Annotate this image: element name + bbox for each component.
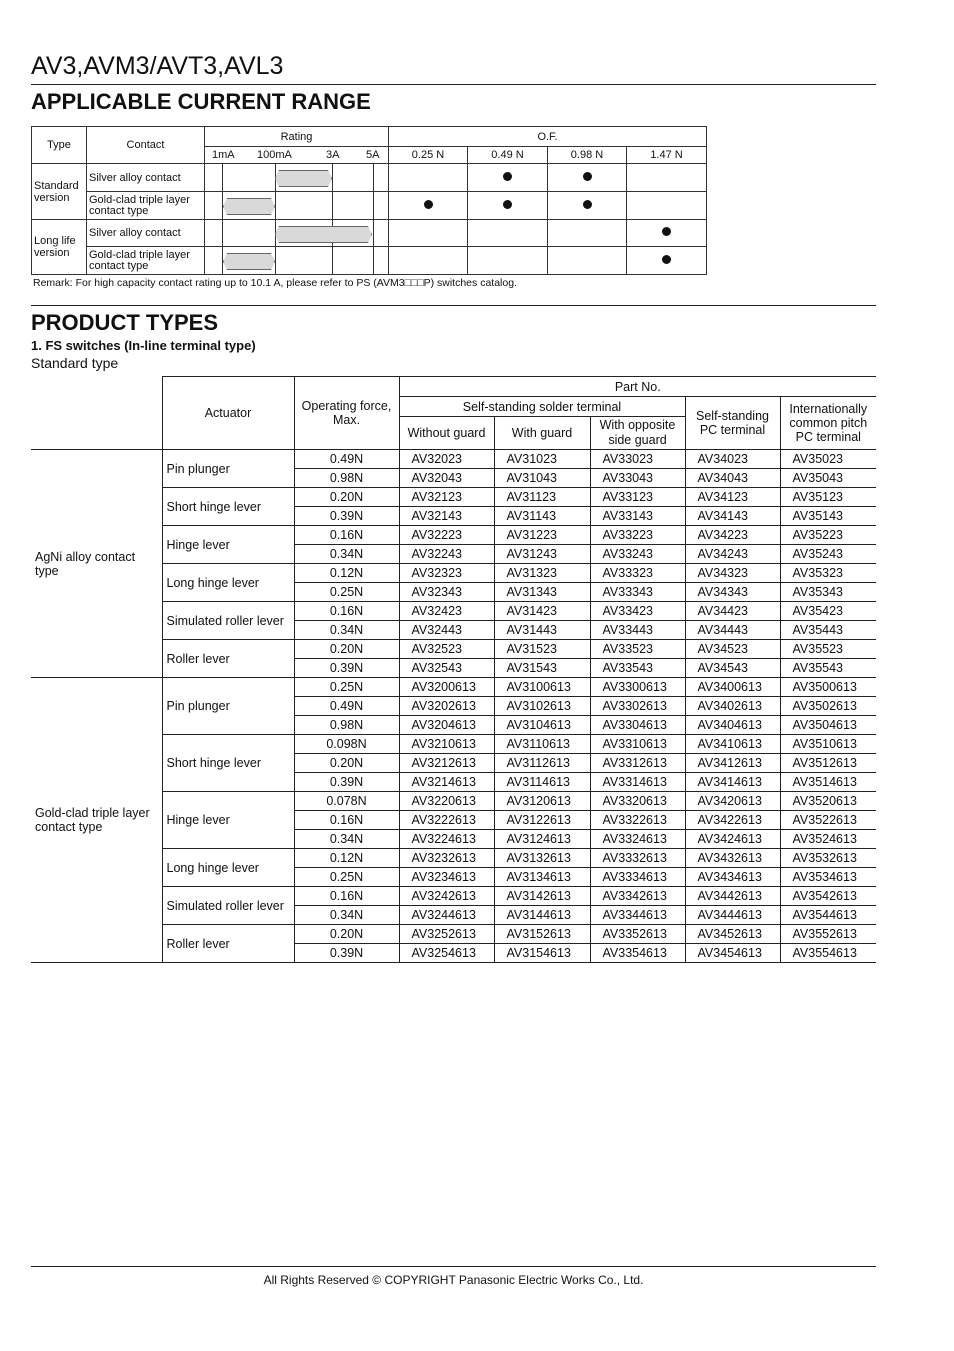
part-number: AV3444613 <box>685 906 780 925</box>
part-number: AV3422613 <box>685 811 780 830</box>
header-blank <box>31 377 162 450</box>
part-number: AV3120613 <box>494 792 590 811</box>
rating-bar <box>223 198 275 215</box>
part-number: AV31143 <box>494 507 590 526</box>
rating-ticks <box>205 147 389 164</box>
part-number: AV31023 <box>494 450 590 469</box>
part-number: AV3354613 <box>590 944 685 963</box>
part-number: AV31543 <box>494 659 590 678</box>
dot-icon <box>583 172 592 181</box>
part-number: AV33243 <box>590 545 685 564</box>
rating-range <box>205 247 389 275</box>
part-number: AV3502613 <box>780 697 876 716</box>
part-number: AV3412613 <box>685 754 780 773</box>
actuator-label: Roller lever <box>162 640 294 678</box>
part-number: AV3244613 <box>399 906 494 925</box>
operating-force: 0.39N <box>294 659 399 678</box>
part-number: AV3542613 <box>780 887 876 906</box>
part-number: AV31123 <box>494 488 590 507</box>
contact-label: Silver alloy contact <box>87 220 205 247</box>
tick-label: 5A <box>366 149 380 161</box>
of-cell <box>389 247 468 275</box>
of-cell <box>548 164 627 192</box>
col-header-actuator: Actuator <box>162 377 294 450</box>
table-row <box>31 450 876 469</box>
col-header-partno: Part No. <box>399 377 876 397</box>
part-number: AV3322613 <box>590 811 685 830</box>
operating-force: 0.16N <box>294 811 399 830</box>
part-number: AV3532613 <box>780 849 876 868</box>
part-number: AV34123 <box>685 488 780 507</box>
part-number: AV33323 <box>590 564 685 583</box>
actuator-label: Short hinge lever <box>162 488 294 526</box>
part-number: AV3214613 <box>399 773 494 792</box>
part-number: AV3152613 <box>494 925 590 944</box>
part-number: AV3212613 <box>399 754 494 773</box>
part-number: AV3432613 <box>685 849 780 868</box>
part-number: AV34243 <box>685 545 780 564</box>
rating-bar <box>275 170 332 187</box>
part-number: AV34423 <box>685 602 780 621</box>
operating-force: 0.34N <box>294 830 399 849</box>
operating-force: 0.20N <box>294 488 399 507</box>
part-number: AV3324613 <box>590 830 685 849</box>
part-number: AV32543 <box>399 659 494 678</box>
part-number: AV3514613 <box>780 773 876 792</box>
part-number: AV34223 <box>685 526 780 545</box>
subheading-standard-type: Standard type <box>31 355 119 371</box>
operating-force: 0.49N <box>294 450 399 469</box>
operating-force: 0.49N <box>294 697 399 716</box>
part-number: AV32343 <box>399 583 494 602</box>
part-number: AV34443 <box>685 621 780 640</box>
part-number: AV3100613 <box>494 678 590 697</box>
operating-force: 0.25N <box>294 868 399 887</box>
part-number: AV3200613 <box>399 678 494 697</box>
col-header-type: Type <box>32 127 87 164</box>
part-number: AV33023 <box>590 450 685 469</box>
part-number: AV32043 <box>399 469 494 488</box>
part-number: AV3554613 <box>780 944 876 963</box>
rating-range <box>205 164 389 192</box>
part-number: AV33123 <box>590 488 685 507</box>
section-heading-current-range: APPLICABLE CURRENT RANGE <box>31 89 371 114</box>
part-number: AV3204613 <box>399 716 494 735</box>
of-value: 0.49 N <box>468 147 548 164</box>
section-heading-product-types: PRODUCT TYPES <box>31 310 219 335</box>
dot-icon <box>662 227 671 236</box>
of-cell <box>389 164 468 192</box>
part-number: AV3524613 <box>780 830 876 849</box>
part-number: AV31423 <box>494 602 590 621</box>
of-cell <box>389 220 468 247</box>
part-number: AV3254613 <box>399 944 494 963</box>
part-number: AV3302613 <box>590 697 685 716</box>
part-number: AV3134613 <box>494 868 590 887</box>
operating-force: 0.20N <box>294 925 399 944</box>
part-number: AV3220613 <box>399 792 494 811</box>
part-number: AV32423 <box>399 602 494 621</box>
part-number: AV34143 <box>685 507 780 526</box>
operating-force: 0.16N <box>294 526 399 545</box>
col-header-force: Operating force, Max. <box>294 377 399 450</box>
operating-force: 0.98N <box>294 716 399 735</box>
of-cell <box>468 220 548 247</box>
of-cell <box>548 220 627 247</box>
contact-label: Gold-clad triple layer contact type <box>87 192 205 220</box>
part-number: AV3404613 <box>685 716 780 735</box>
operating-force: 0.12N <box>294 849 399 868</box>
actuator-label: Roller lever <box>162 925 294 963</box>
col-header-solder: Self-standing solder terminal <box>399 397 685 417</box>
part-number: AV3400613 <box>685 678 780 697</box>
part-number: AV3442613 <box>685 887 780 906</box>
part-number: AV35323 <box>780 564 876 583</box>
operating-force: 0.12N <box>294 564 399 583</box>
part-number: AV3434613 <box>685 868 780 887</box>
of-cell <box>468 192 548 220</box>
part-number: AV33543 <box>590 659 685 678</box>
part-number: AV3544613 <box>780 906 876 925</box>
part-number: AV35343 <box>780 583 876 602</box>
dot-icon <box>503 172 512 181</box>
actuator-label: Pin plunger <box>162 450 294 488</box>
contact-label: Silver alloy contact <box>87 164 205 192</box>
of-cell <box>548 192 627 220</box>
part-number: AV31223 <box>494 526 590 545</box>
actuator-label: Long hinge lever <box>162 849 294 887</box>
part-number: AV3234613 <box>399 868 494 887</box>
operating-force: 0.16N <box>294 887 399 906</box>
part-number: AV3320613 <box>590 792 685 811</box>
part-number: AV3522613 <box>780 811 876 830</box>
dot-icon <box>583 200 592 209</box>
operating-force: 0.39N <box>294 773 399 792</box>
part-number: AV34323 <box>685 564 780 583</box>
of-value: 1.47 N <box>627 147 707 164</box>
part-number: AV3312613 <box>590 754 685 773</box>
part-number: AV33423 <box>590 602 685 621</box>
part-number: AV3510613 <box>780 735 876 754</box>
part-number: AV35523 <box>780 640 876 659</box>
dot-icon <box>503 200 512 209</box>
part-number: AV31323 <box>494 564 590 583</box>
part-number: AV35143 <box>780 507 876 526</box>
part-number: AV3222613 <box>399 811 494 830</box>
part-number: AV3344613 <box>590 906 685 925</box>
part-number: AV3110613 <box>494 735 590 754</box>
part-number: AV33523 <box>590 640 685 659</box>
actuator-label: Simulated roller lever <box>162 602 294 640</box>
part-number: AV3142613 <box>494 887 590 906</box>
of-cell <box>627 164 707 192</box>
part-number: AV31243 <box>494 545 590 564</box>
footer-copyright: All Rights Reserved © COPYRIGHT Panasonic Electric Works Co., Ltd. <box>263 1273 644 1287</box>
tick-label: 1mA <box>212 149 235 161</box>
of-value: 0.25 N <box>389 147 468 164</box>
part-number: AV35443 <box>780 621 876 640</box>
part-number: AV3342613 <box>590 887 685 906</box>
operating-force: 0.098N <box>294 735 399 754</box>
col-header-of: O.F. <box>389 127 707 147</box>
contact-type-label: AgNi alloy contact type <box>31 450 162 678</box>
product-table-body <box>31 450 876 963</box>
of-cell <box>548 247 627 275</box>
of-cell <box>468 164 548 192</box>
part-number: AV32123 <box>399 488 494 507</box>
part-number: AV34343 <box>685 583 780 602</box>
dot-icon <box>662 255 671 264</box>
contact-label: Gold-clad triple layer contact type <box>87 247 205 275</box>
part-number: AV3334613 <box>590 868 685 887</box>
tick-label: 100mA <box>257 149 292 161</box>
part-number: AV3202613 <box>399 697 494 716</box>
part-number: AV3102613 <box>494 697 590 716</box>
part-number: AV3454613 <box>685 944 780 963</box>
part-number: AV32023 <box>399 450 494 469</box>
part-number: AV3124613 <box>494 830 590 849</box>
operating-force: 0.98N <box>294 469 399 488</box>
divider <box>31 84 876 85</box>
tick-label: 3A <box>326 149 340 161</box>
part-number: AV34043 <box>685 469 780 488</box>
part-number: AV31443 <box>494 621 590 640</box>
part-number: AV3352613 <box>590 925 685 944</box>
divider <box>31 305 876 306</box>
operating-force: 0.25N <box>294 678 399 697</box>
actuator-label: Long hinge lever <box>162 564 294 602</box>
part-number: AV3252613 <box>399 925 494 944</box>
part-number: AV35023 <box>780 450 876 469</box>
part-number: AV3534613 <box>780 868 876 887</box>
actuator-label: Hinge lever <box>162 526 294 564</box>
rating-bar <box>223 253 275 270</box>
remark-text: Remark: For high capacity contact rating up to 10.1 A, please refer to PS (AVM3□□□P) switches catalog. <box>33 277 517 289</box>
subheading: 1. FS switches (In-line terminal type) <box>31 338 256 353</box>
operating-force: 0.25N <box>294 583 399 602</box>
dot-icon <box>424 200 433 209</box>
part-number: AV3420613 <box>685 792 780 811</box>
col-header-contact: Contact <box>87 127 205 164</box>
part-number: AV35123 <box>780 488 876 507</box>
part-number: AV3424613 <box>685 830 780 849</box>
operating-force: 0.20N <box>294 640 399 659</box>
part-number: AV3402613 <box>685 697 780 716</box>
part-number: AV3210613 <box>399 735 494 754</box>
operating-force: 0.34N <box>294 906 399 925</box>
table-row <box>31 678 876 697</box>
actuator-label: Short hinge lever <box>162 735 294 792</box>
product-table <box>31 376 876 963</box>
part-number: AV34543 <box>685 659 780 678</box>
part-number: AV3504613 <box>780 716 876 735</box>
part-number: AV33143 <box>590 507 685 526</box>
part-number: AV3144613 <box>494 906 590 925</box>
part-number: AV35243 <box>780 545 876 564</box>
rating-range <box>205 192 389 220</box>
version-label: Standard version <box>32 164 87 220</box>
part-number: AV3314613 <box>590 773 685 792</box>
part-number: AV31523 <box>494 640 590 659</box>
of-value: 0.98 N <box>548 147 627 164</box>
part-number: AV3154613 <box>494 944 590 963</box>
rating-table <box>31 126 707 275</box>
rating-range <box>205 220 389 247</box>
part-number: AV31343 <box>494 583 590 602</box>
part-number: AV3232613 <box>399 849 494 868</box>
part-number: AV3122613 <box>494 811 590 830</box>
part-number: AV3452613 <box>685 925 780 944</box>
col-header-intl: Internationally common pitch PC terminal <box>780 397 876 450</box>
operating-force: 0.078N <box>294 792 399 811</box>
col-header-pc: Self-standing PC terminal <box>685 397 780 450</box>
col-header-rating: Rating <box>205 127 389 147</box>
page-title: AV3,AVM3/AVT3,AVL3 <box>31 52 284 80</box>
of-cell <box>627 192 707 220</box>
part-number: AV32223 <box>399 526 494 545</box>
part-number: AV3114613 <box>494 773 590 792</box>
part-number: AV35043 <box>780 469 876 488</box>
of-cell <box>468 247 548 275</box>
rating-bar <box>275 226 372 243</box>
part-number: AV3300613 <box>590 678 685 697</box>
contact-type-label: Gold-clad triple layer contact type <box>31 678 162 963</box>
actuator-label: Simulated roller lever <box>162 887 294 925</box>
actuator-label: Hinge lever <box>162 792 294 849</box>
part-number: AV32143 <box>399 507 494 526</box>
operating-force: 0.39N <box>294 507 399 526</box>
of-cell <box>389 192 468 220</box>
part-number: AV32523 <box>399 640 494 659</box>
part-number: AV32323 <box>399 564 494 583</box>
part-number: AV3224613 <box>399 830 494 849</box>
part-number: AV33443 <box>590 621 685 640</box>
actuator-label: Pin plunger <box>162 678 294 735</box>
part-number: AV35223 <box>780 526 876 545</box>
operating-force: 0.20N <box>294 754 399 773</box>
part-number: AV3520613 <box>780 792 876 811</box>
operating-force: 0.39N <box>294 944 399 963</box>
part-number: AV3132613 <box>494 849 590 868</box>
part-number: AV31043 <box>494 469 590 488</box>
part-number: AV34023 <box>685 450 780 469</box>
part-number: AV35423 <box>780 602 876 621</box>
part-number: AV3552613 <box>780 925 876 944</box>
part-number: AV3512613 <box>780 754 876 773</box>
part-number: AV3410613 <box>685 735 780 754</box>
part-number: AV3242613 <box>399 887 494 906</box>
part-number: AV3310613 <box>590 735 685 754</box>
part-number: AV32243 <box>399 545 494 564</box>
of-cell <box>627 220 707 247</box>
of-cell <box>627 247 707 275</box>
part-number: AV3104613 <box>494 716 590 735</box>
operating-force: 0.34N <box>294 545 399 564</box>
version-label: Long life version <box>32 220 87 275</box>
part-number: AV34523 <box>685 640 780 659</box>
part-number: AV32443 <box>399 621 494 640</box>
col-header-without-guard: Without guard <box>399 417 494 450</box>
operating-force: 0.34N <box>294 621 399 640</box>
part-number: AV33043 <box>590 469 685 488</box>
part-number: AV35543 <box>780 659 876 678</box>
divider <box>31 1266 876 1267</box>
operating-force: 0.16N <box>294 602 399 621</box>
col-header-opposite-guard: With opposite side guard <box>590 417 685 450</box>
part-number: AV3500613 <box>780 678 876 697</box>
col-header-with-guard: With guard <box>494 417 590 450</box>
part-number: AV33223 <box>590 526 685 545</box>
part-number: AV3332613 <box>590 849 685 868</box>
part-number: AV3414613 <box>685 773 780 792</box>
part-number: AV33343 <box>590 583 685 602</box>
part-number: AV3304613 <box>590 716 685 735</box>
part-number: AV3112613 <box>494 754 590 773</box>
